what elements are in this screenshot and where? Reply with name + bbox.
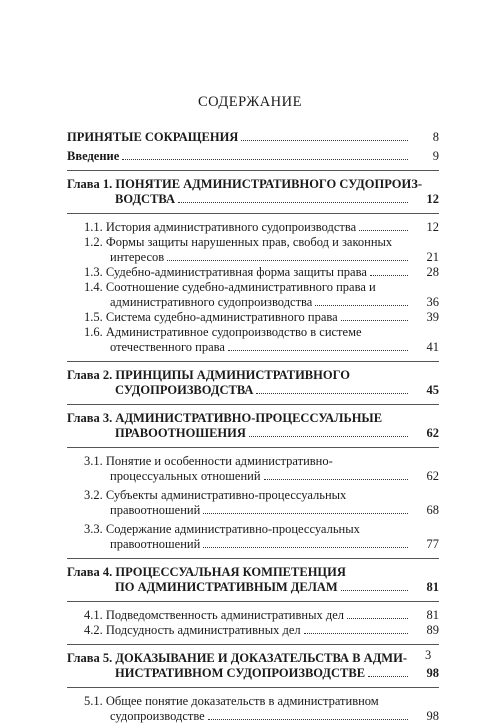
toc-entry-title: 4.1. Подведомственность административных дел — [84, 608, 344, 622]
toc-entry-title-line2: административного судопроизводства — [110, 295, 313, 309]
divider — [67, 213, 439, 214]
dot-leader — [347, 618, 408, 619]
dot-leader — [167, 260, 408, 261]
toc-page-number: 62 — [426, 426, 439, 440]
toc-entry-section-4-1[interactable] — [67, 608, 439, 623]
dot-leader — [122, 159, 408, 160]
toc-entry-abbreviations[interactable] — [67, 130, 439, 145]
toc-entry-title-line1: 5.1. Общее понятие доказательств в административном — [84, 694, 379, 708]
toc-entry-chapter-2[interactable] — [67, 368, 439, 398]
toc-page-number: 45 — [426, 383, 439, 397]
toc-entry-title-line1: Глава 2. ПРИНЦИПЫ АДМИНИСТРАТИВНОГО — [67, 368, 350, 382]
toc-entry-title-line2: ПО АДМИНИСТРАТИВНЫМ ДЕЛАМ — [115, 580, 338, 594]
toc-page-number: 41 — [426, 340, 439, 354]
toc-entry-section-1-6[interactable] — [67, 325, 439, 355]
divider — [67, 361, 439, 362]
toc-page-number: 77 — [426, 537, 439, 551]
toc-entry-title-line2: ВОДСТВА — [115, 192, 175, 206]
toc-entry-title: 1.3. Судебно-административная форма защиты права — [84, 265, 367, 279]
divider — [67, 447, 439, 448]
toc-page-number: 9 — [432, 149, 439, 163]
dot-leader — [341, 590, 408, 591]
dot-leader — [208, 719, 408, 720]
toc-entry-chapter-4[interactable] — [67, 565, 439, 595]
toc-entry-section-1-5[interactable] — [67, 310, 439, 325]
dot-leader — [304, 633, 408, 634]
toc-entry-title-line1: 3.1. Понятие и особенности административно- — [84, 454, 333, 468]
toc-page-number: 62 — [426, 469, 439, 483]
toc-page-number: 12 — [426, 220, 439, 234]
toc-entry-title: ПРИНЯТЫЕ СОКРАЩЕНИЯ — [67, 130, 239, 144]
divider — [67, 687, 439, 688]
divider — [67, 404, 439, 405]
toc-page-number: 12 — [426, 192, 439, 206]
toc-entry-chapter-5[interactable] — [67, 651, 439, 681]
toc-entry-section-3-3[interactable] — [67, 522, 439, 552]
toc-entry-title: 4.2. Подсудность административных дел — [84, 623, 301, 637]
divider — [67, 170, 439, 171]
toc-entry-chapter-3[interactable] — [67, 411, 439, 441]
toc-page-number: 98 — [426, 666, 439, 680]
toc-entry-title-line2: НИСТРАТИВНОМ СУДОПРОИЗВОДСТВЕ — [115, 666, 366, 680]
toc-page-number: 68 — [426, 503, 439, 517]
dot-leader — [359, 230, 408, 231]
toc-entry-title-line2: процессуальных отношений — [110, 469, 261, 483]
toc-entry-section-3-2[interactable] — [67, 488, 439, 518]
dot-leader — [368, 676, 408, 677]
toc-entry-title-line1: Глава 4. ПРОЦЕССУАЛЬНАЯ КОМПЕТЕНЦИЯ — [67, 565, 346, 579]
toc-entry-title-line2: СУДОПРОИЗВОДСТВА — [115, 383, 254, 397]
toc-page-number: 28 — [426, 265, 439, 279]
dot-leader — [256, 393, 408, 394]
toc-entry-title-line1: Глава 5. ДОКАЗЫВАНИЕ И ДОКАЗАТЕЛЬСТВА В АДМИ- — [67, 651, 407, 665]
toc-entry-title: Введение — [67, 149, 120, 163]
dot-leader — [203, 513, 408, 514]
toc-entry-section-5-1[interactable] — [67, 694, 439, 724]
toc-entry-title-line2: судопроизводстве — [110, 709, 205, 723]
toc-entry-section-3-1[interactable] — [67, 454, 439, 484]
toc-entry-title-line1: 1.6. Административное судопроизводство в системе — [84, 325, 362, 339]
toc-entry-title-line2: ПРАВООТНОШЕНИЯ — [115, 426, 246, 440]
toc-entry-introduction[interactable] — [67, 149, 439, 164]
toc-page-number: 81 — [426, 580, 439, 594]
dot-leader — [315, 305, 408, 306]
dot-leader — [264, 479, 408, 480]
toc-page-number: 36 — [426, 295, 439, 309]
table-of-contents — [67, 130, 439, 724]
toc-entry-section-1-2[interactable] — [67, 235, 439, 265]
toc-page-number: 89 — [426, 623, 439, 637]
toc-page-number: 81 — [426, 608, 439, 622]
divider — [67, 558, 439, 559]
toc-entry-title-line2: правоотношений — [110, 503, 201, 517]
toc-page-number: 8 — [432, 130, 439, 144]
toc-entry-title: 1.1. История административного судопроизводства — [84, 220, 357, 234]
toc-entry-title-line1: 1.4. Соотношение судебно-административного права и — [84, 280, 376, 294]
toc-entry-section-1-3[interactable] — [67, 265, 439, 280]
toc-entry-chapter-1[interactable] — [67, 177, 439, 207]
dot-leader — [249, 436, 408, 437]
toc-entry-section-1-1[interactable] — [67, 220, 439, 235]
toc-entry-title-line1: Глава 3. АДМИНИСТРАТИВНО-ПРОЦЕССУАЛЬНЫЕ — [67, 411, 383, 425]
toc-page-number: 98 — [426, 709, 439, 723]
dot-leader — [370, 275, 408, 276]
toc-entry-title: 1.5. Система судебно-административного права — [84, 310, 338, 324]
page-title: СОДЕРЖАНИЕ — [198, 94, 302, 110]
dot-leader — [241, 140, 408, 141]
toc-page-number: 39 — [426, 310, 439, 324]
toc-entry-title-line2: правоотношений — [110, 537, 201, 551]
toc-entry-title-line2: интересов — [110, 250, 165, 264]
toc-page-number: 21 — [426, 250, 439, 264]
toc-entry-title-line1: 3.3. Содержание административно-процессуальных — [84, 522, 360, 536]
toc-entry-title-line2: отечественного права — [110, 340, 225, 354]
dot-leader — [178, 202, 408, 203]
toc-entry-title-line1: Глава 1. ПОНЯТИЕ АДМИНИСТРАТИВНОГО СУДОПРОИЗ- — [67, 177, 422, 191]
dot-leader — [203, 547, 408, 548]
divider — [67, 601, 439, 602]
toc-entry-section-4-2[interactable] — [67, 623, 439, 638]
dot-leader — [228, 350, 408, 351]
toc-entry-title-line1: 3.2. Субъекты административно-процессуальных — [84, 488, 347, 502]
toc-entry-title-line1: 1.2. Формы защиты нарушенных прав, свобод и законных — [84, 235, 393, 249]
dot-leader — [341, 320, 408, 321]
page-number: 3 — [425, 648, 432, 662]
divider — [67, 644, 439, 645]
toc-entry-section-1-4[interactable] — [67, 280, 439, 310]
